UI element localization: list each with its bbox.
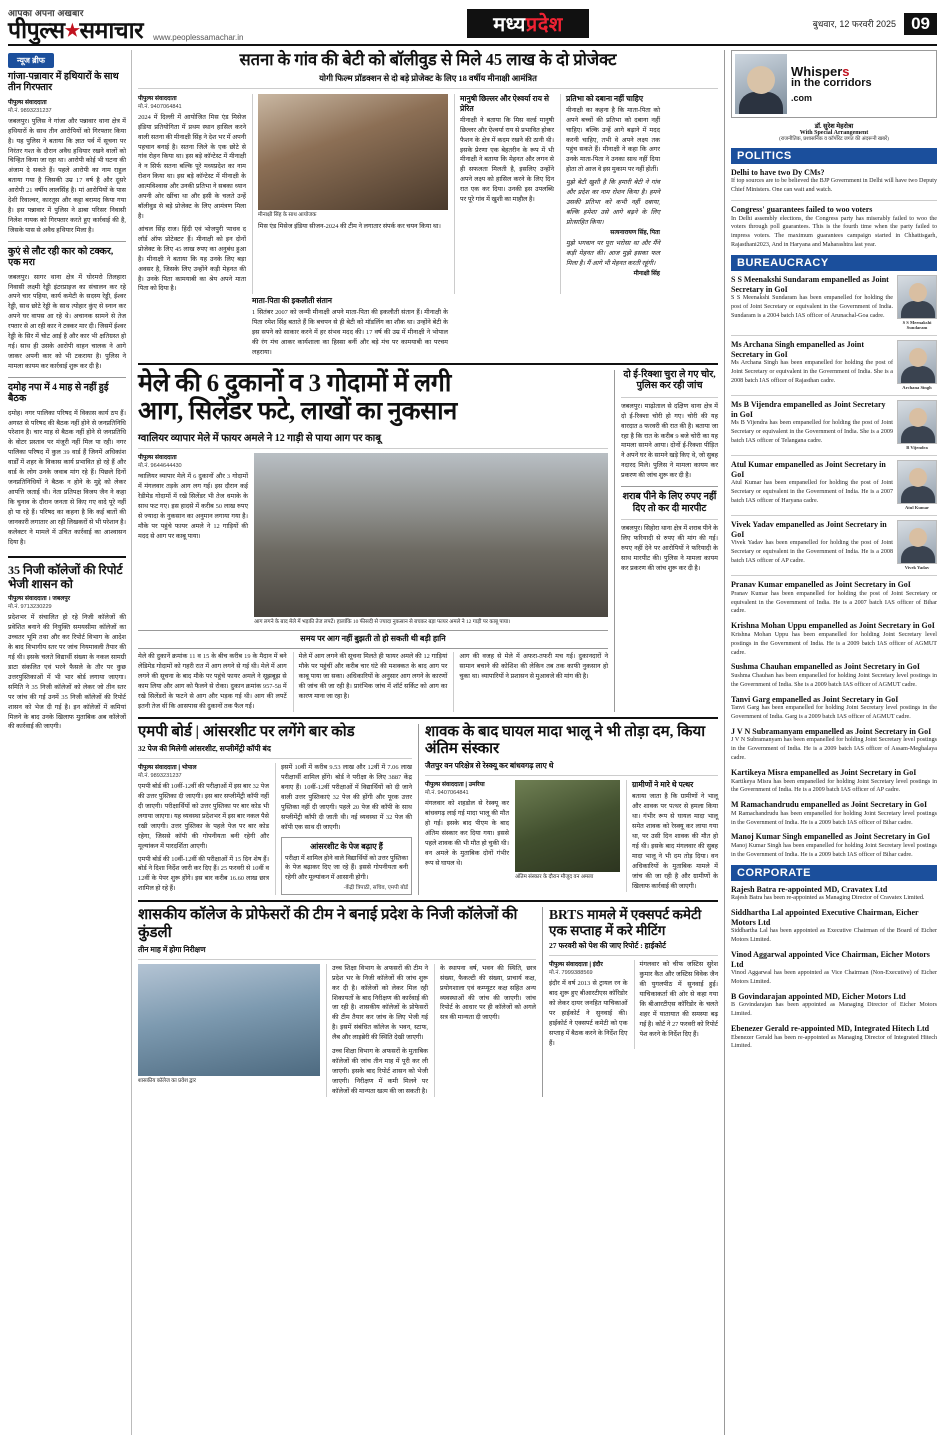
item-text: Sushma Chauhan has been empanelled for holding Joint Secretary level postings in the Government of India. She is a 2009 batch IAS officer of AGMUT cadre.: [731, 672, 937, 688]
item-text: Vinod Aggarwal has been appointed as Vice Chairman (Non-Executive) of Eicher Motors Limited.: [731, 970, 937, 985]
item-headline: Congress' guarantees failed to woo voters: [731, 205, 873, 214]
bear-story: [418, 724, 718, 895]
website-url[interactable]: www.peoplessamachar.in: [153, 32, 244, 42]
lead-quote-2-name: मीनाक्षी सिंह: [633, 270, 660, 277]
mp-board-inset: [281, 837, 412, 896]
mugshot-image: [897, 400, 937, 444]
corporate-item: [731, 908, 937, 945]
liquor-text: जबलपुर। सिहोरा थाना क्षेत्र में शराब पीने के लिए फरियादी से रुपए की मांग की गई। रुपए नहीं देने पर आरोपियों ने फरियादी के साथ मारपीट की। पुलिस ने मामला कायम कर प्रकरण की जांच शुरू कर दी है।: [621, 524, 718, 572]
story-byline: पीपुल्स संवाददाता । जबलपुर: [8, 596, 71, 603]
masthead: [8, 6, 937, 46]
item-headline: S S Meenakshi Sundaram empanelled as Joint Secretary in GoI: [731, 274, 889, 294]
bear-photo-caption: अंतिम संस्कार के दौरान मौजूद वन अमला: [515, 874, 594, 881]
bureaucracy-item: [731, 460, 937, 510]
brief-item: [8, 247, 126, 372]
fire-text-4: आग की वजह से मेले में अफरा-तफरी मच गई। दुकानदारों ने सामान बचाने की कोशिश की लेकिन तब तक काफी नुकसान हो चुका था। व्यापारियों ने प्रशासन से मुआवजे की मांग की है।: [459, 653, 609, 681]
lead-col-4: [560, 94, 660, 295]
fire-story: [138, 370, 608, 712]
bureaucracy-item: [731, 695, 937, 722]
whispers-title-word-2: in the corridors: [791, 77, 872, 90]
lead-subhead: योगी फिल्म प्रॉडक्शन से दो बड़े प्रोजेक्ट के लिए 18 वर्षीय मीनाक्षी आमंत्रित: [319, 73, 537, 83]
corporate-item: [731, 992, 937, 1019]
brief-text: जबलपुर। सागर थाना क्षेत्र में घोरमरो तिलहारा निवासी लक्ष्मी रेड्डी इंटरप्राइज का संचालन कर रहे अपने चार पहिया, कार्य कमेटी के सदस्य रेड्डी, ईश्वर रेड्डी, साथ छोटे रेड्डी के साथ त्योहार कुंए से स्नान कर अपने घर वापस आ रहे थे। अचानक सामने से तेज रफ्तार से आ रही कार ने टक्कर मार दी। जिसमें ईश्वर रेड्डी के सिर में चोट आई है और कार भी क्षतिग्रस्त हो गई। साथ ही उसके आरोपी वाहन चालक ने आगे जाकर अपनी कार को भी टकराया है। पुलिस ने मामला कायम कर कार्रवाई शुरू कर दी है।: [8, 273, 126, 370]
edition-title-wrap: [243, 9, 812, 38]
fire-text-3: मेले में आग लगने की सूचना मिलते ही फायर अमले की 12 गाड़ियां मौके पर पहुंचीं और करीब चार घंटे की मशक्कत के बाद आग पर काबू पाया जा सका। अधिकारियों के अनुसार आग लगने के कारणों की जांच की जा रही है। प्रारंभिक जांच में शॉर्ट सर्किट को आग का कारण माना जा रहा है।: [298, 653, 448, 700]
brief-contact: मो.नं. 9893231237: [8, 107, 52, 114]
officer-photo: [897, 520, 937, 570]
item-headline: B Govindarajan appointed MD, Eicher Motors Ltd: [731, 991, 906, 1001]
bear-headline: शावक के बाद घायल मादा भालू ने भी तोड़ा दम, किया अंतिम संस्कार: [425, 723, 706, 758]
edition-word-1: मध्य: [493, 14, 526, 36]
bureaucracy-item: [731, 727, 937, 763]
college-story: [138, 907, 536, 1096]
brief-item: [8, 383, 126, 548]
college-text-2: उच्च शिक्षा विभाग के अफसरों के मुताबिक कॉलेजों की जांच तीन माह में पूरी कर ली जाएगी। इसके बाद रिपोर्ट शासन को भेजी जाएगी। निरीक्षण में कमी मिलने पर कॉलेजों की मान्यता खत्म की जा सकती है।: [332, 1048, 428, 1095]
whispers-arrangement: With Special Arrangement: [799, 130, 869, 136]
erickshaw-text: जबलपुर। माढ़ोताल से दक्षिण थाना क्षेत्र में दो ई-रिक्शा चोरी हो गए। चोरी की यह वारदात 8 फरवरी की रात की है। बताया जा रहा है कि रात के करीब 9 बजे चोरी का यह मामला सामने आया। दोनों ई-रिक्शा पीड़ित ने अपने घर के सामने खड़े किए थे, जो सुबह नदारद मिले। पुलिस ने मामला कायम कर प्रकरण की जांच शुरू कर दी है।: [621, 402, 718, 480]
section-band-corporate: CORPORATE: [731, 865, 937, 881]
lead-headline: सतना के गांव की बेटी को बॉलीवुड से मिले 45 लाख के दो प्रोजेक्ट: [239, 50, 617, 69]
item-text: In Delhi assembly elections, the Congress party has miserably failed to woo the voters through poll guarantees. This is the fourth time when the party failed to impress voters. The maximum guarantees campaign started in Chhattisgarh, Rajasthani2023, And in Haryana and Maharashtra last year.: [731, 215, 937, 249]
lead-photo: [258, 94, 448, 210]
bureaucracy-item: [731, 400, 937, 450]
brts-byline: पीपुल्स संवाददाता | इंदौर: [549, 962, 603, 969]
mp-board-text-1b: एमपी बोर्ड की 10वीं-12वीं की परीक्षाओं में 15 दिन शेष हैं। बोर्ड ने दिशा निर्देश जारी कर दिए हैं। 25 फरवरी से 10वीं व 12वीं के पेपर शुरू होंगे। इस बार करीब 16.60 लाख छात्र शामिल हो रहे हैं।: [138, 855, 269, 893]
lead-sub-headline-1: मानुषी छिल्लर और ऐश्वर्या राय से प्रेरित: [460, 93, 550, 113]
item-text: Ms Archana Singh has been empanelled for holding the post of Joint Secretary or equivalent in the Government of India. She is a 2008 batch IAS officer of Rajasthan cadre.: [731, 360, 893, 384]
brief-text: दमोह। नगर पालिका परिषद में विकास कार्य ठप हैं। अगस्त से परिषद की बैठक नहीं होने से जनप्रतिनिधि परेशान है। चार माह से बैठक नहीं होने से जनप्रतिधि के वोटर प्रस्ताव पर मंजूरी नहीं मिल पा रही। नगर पालिका परिषद में कुल 39 वार्ड हैं जिनमें अधिकांश वार्डों में शहर के विकास कार्य प्रभावित हो रहे हैं और वार्ड के लोग उनके जवाब मांग रहे हैं। पिछले दिनों जनप्रतिनिधियों ने बैठक न होने के मुद्दे को लेकर आपत्ति जताई थी। नेता प्रतिपक्ष विजय जैन ने कहा कि चुनाव के दौरान जनता से किए गए वादे पूरे नहीं हो पा रहे हैं। परिषद का कहना है कि कई बातों की जानकारी लगातार आ रही लिखकरों से भी परेशान है। कलेक्टर ने मामले में उचित कार्रवाई का आश्वासन दिया है।: [8, 409, 126, 546]
college-subhead: तीन माह में होगा निरीक्षण: [138, 944, 206, 954]
bear-photo: [515, 780, 620, 872]
item-headline: Vinod Aggarwal appointed Vice Chairman, Eicher Motors Ltd: [731, 949, 930, 969]
bureaucracy-item: [731, 340, 937, 390]
mugshot-caption: S S Meenakshi Sundaram: [902, 319, 932, 330]
fire-side-column: [614, 370, 718, 712]
lead-sub-headline-2: प्रतिभा को दबाना नहीं चाहिए: [566, 93, 644, 103]
lead-photo-col: [252, 94, 448, 295]
mugshot-caption: Atul Kumar: [904, 505, 930, 511]
story-contact: मो.नं. 9713230229: [8, 604, 52, 611]
item-text: Kartikeya Misra has been empanelled for holding Joint Secretary level postings in the Government of India. He is a 2009 batch IAS officer of AP cadre.: [731, 778, 937, 794]
brief-byline: पीपुल्स संवाददाता: [8, 99, 47, 106]
logo-tagline: आपका अपना अखबार: [8, 7, 84, 18]
section-band-bureaucracy: BUREAUCRACY: [731, 255, 937, 271]
corporate-item: [731, 885, 937, 903]
brief-headline: दमोह नपा में 4 माह से नहीं हुई बैठक: [8, 382, 109, 405]
item-headline: Ms Archana Singh empanelled as Joint Secretary in GoI: [731, 340, 864, 359]
brts-subhead: 27 फरवरी को पेश की जाए रिपोर्ट : हाईकोर्ट: [549, 941, 666, 951]
bear-text-1: मंगलवार को शहडोल से रेस्क्यू कर बांधवगढ़ लाई गई मादा भालू की मौत हो गई। इसके बाद पीएम के बाद अंतिम संस्कार कर दिया गया। इससे पहले शावक की भी मौत हो चुकी थी। वन अमले के मुताबिक दोनों गंभीर रूप से घायल थे।: [425, 800, 509, 867]
fire-contact: मो.नं. 9644644430: [138, 463, 182, 469]
fire-headline-line-1: मेले की 6 दुकानों व 3 गोदामों में लगी: [138, 370, 452, 397]
erickshaw-story: [621, 370, 718, 481]
item-headline: Tanvi Garg empanelled as Joint Secretary in GoI: [731, 694, 899, 704]
mp-board-contact: मो.नं. 9893231237: [138, 773, 182, 780]
private-colleges-story: [8, 563, 126, 733]
college-headline: शासकीय कॉलेज के प्रोफेसरों की टीम ने बनाई प्रदेश के निजी कॉलेजों की कुंडली: [138, 907, 518, 941]
lead-text-2: 1 सितंबर 2007 को जन्मी मीनाक्षी अपने माता-पिता की इकलौती संतान हैं। मीनाक्षी के पिता रमेश सिंह बताते हैं कि बचपन से ही बेटी को मॉडलिंग का शौक था। उन्होंने बेटी के इस सपने को साकार करने में हर संभव मदद की। 17 वर्ष की उम्र में मीनाक्षी ने भोपाल की रंग मंच आकर कार्यशाला का हिस्सा बनीं और बड़े मंच पर कामयाबी का परचम लहराया।: [252, 309, 448, 357]
item-headline: J V N Subramanyam empanelled as Joint Secretary in GoI: [731, 726, 932, 736]
bear-sub-headline: ग्रामीणों ने मारे थे पत्थर: [632, 780, 694, 790]
main-column: [138, 50, 718, 1435]
lead-body: [138, 94, 718, 295]
item-text: Krishna Mohan Uppu has been empanelled for holding Joint Secretary level postings in the Government of India. He is a 2009 batch IAS officer of AGMUT cadre.: [731, 631, 937, 656]
item-headline: Atul Kumar empanelled as Joint Secretary in GoI: [731, 460, 886, 479]
item-text: B Govindarajan has been appointed as Managing Director of Eicher Motors Limited.: [731, 1002, 937, 1018]
mugshot-caption: B Vijendra: [906, 445, 928, 451]
item-headline: M Ramachandrudu empanelled as Joint Secretary in GoI: [731, 800, 928, 810]
mugshot-caption: Archana Singh: [902, 385, 932, 390]
brief-item: [8, 72, 126, 236]
politics-item: [731, 168, 937, 195]
mugshot-caption: Vivek Yadav: [904, 565, 930, 571]
fire-byline: पीपुल्स संवाददाता: [138, 455, 177, 461]
lead-quote-1: मुझे बेटी खुशी है कि हमारी बेटी ने गांव और प्रदेश का नाम रोशन किया है। हमने उसकी प्रतिभा को कभी नहीं दबाया, बल्कि हमेशा उसे आगे बढ़ने के लिए प्रोत्साहित किया।: [566, 179, 660, 226]
fire-text-1: ग्वालियर व्यापार मेले में 6 दुकानों और 3 गोदामों में मंगलवार तड़के आग लग गई। इस दौरान कई रेडीमेड गोदामों में रखे सिलेंडर भी तेज धमाके के साथ फट गए। इस हादसे में करीब 50 लाख रुपए से ज्यादा के नुकसान का अनुमान लगाया गया है। मौके पर पहुंचे फायर अमले ने 12 गाड़ियों की मदद से आग पर काबू पाया।: [138, 473, 248, 540]
item-headline: Delhi to have two Dy CMs?: [731, 167, 825, 177]
officer-photo: [897, 275, 937, 330]
fire-text-2: मेले की दुकानें क्रमांक 11 व 15 के बीच करीब 19 के मैदान में बने लेडिमेड गोदामों को गहरी रात में आग लगने से गई थी। मेले में आग लगने की सूचना के बाद मौके पर पहुंचे फायर अमले ने सूझबूझ से काम लिया और आग को फैलने से रोका। दुकान क्रमांक 957-58 में रखे सिलेंडरों के फटने से आग और भड़क गई थी। आग की लपटें इतनी तेज थीं कि आसपास की दुकानों तक फैल गईं।: [138, 653, 287, 710]
lead-byline: पीपुल्स संवाददाता: [138, 95, 177, 102]
lead-photo-caption: मीनाक्षी सिंह के साथ आयोजक: [258, 211, 317, 218]
bureaucracy-item: [731, 768, 937, 795]
mp-board-inset-title: आंसरशीट के पेज बढ़ाए हैं: [310, 841, 383, 851]
brts-text-1: इंदौर में वर्ष 2013 से ट्रायल रन के बाद शुरू हुए बीआरटीएस कॉरिडोर को लेकर दायर जनहित याचिकाओं पर हाईकोर्ट ने सुनवाई की। हाईकोर्ट ने एक्सपर्ट कमेटी को एक सप्ताह में बैठक करने के निर्देश दिए हैं।: [549, 980, 628, 1047]
logo-word-2: समाचार: [79, 17, 144, 43]
lead-text-4: मीनाक्षी का कहना है कि माता-पिता को अपने बच्चों की प्रतिभा को दबाना नहीं चाहिए। बल्कि उन्हें आगे बढ़ाने में मदद करनी चाहिए, तभी वे अपने लक्ष्य तक पहुंच सकते हैं। मीनाक्षी ने कहा कि अगर उनके माता-पिता ने उनका साथ नहीं दिया होता तो आज वे इस मुकाम पर नहीं होतीं।: [566, 106, 660, 174]
lead-text-2x: मिस एंड मिसेज इंडिया सीजन-2024 की टीम ने लगातार संपर्क कर चयन किया था।: [258, 223, 441, 231]
lead-text-1: 2024 में दिल्ली में आयोजित मिस एंड मिसेज इंडिया प्रतियोगिता में प्रथम स्थान हासिल करने वाली सतना की मीनाक्षी सिंह ने देश भर में अपनी पहचान बनाई है। सतना जिले के एक छोटे से गांव रोहन किया था। इस बड़े कॉन्टेस्ट में मीनाक्षी ने न सिर्फ सतना बल्कि पूरे मध्यप्रदेश का नाम रोशन किया था। इस बड़े कॉन्टेस्ट में मीनाक्षी के आत्मविश्वास और उनकी प्रतिभा ने सबका ध्यान अपनी ओर खींचा था और इसी के चलते उन्हें बॉलीवुड से बड़े प्रोजेक्ट के लिए आमंत्रण मिला है।: [138, 113, 246, 221]
whispers-title-s: s: [842, 63, 850, 79]
liquor-story: [621, 492, 718, 573]
mugshot-image: [897, 520, 937, 564]
whispers-title-domain: .com: [791, 92, 813, 103]
erickshaw-headline: दो ई-रिक्शा चुरा ले गए चोर, पुलिस कर रही जांच: [623, 370, 716, 392]
lead-story: [138, 50, 718, 358]
item-text: Ms B Vijendra has been empanelled for holding the post of Joint Secretary or equivalent in the Government of India. She is a 2009 batch IAS officer of Telangana cadre.: [731, 420, 893, 444]
item-headline: Siddhartha Lal appointed Executive Chairman, Eicher Motors Ltd: [731, 908, 919, 927]
item-text: Siddhartha Lal has been appointed as Executive Chairman of the Board of Eicher Motors Limited.: [731, 928, 937, 944]
lead-quote-1-name: सत्यनारायण सिंह, पिता: [610, 229, 660, 236]
officer-photo: [897, 460, 937, 510]
lead-col-3: [454, 94, 554, 295]
author-portrait: [735, 54, 787, 114]
whispers-author: डॉ. सुरेश मेहरोत्रा: [814, 123, 854, 130]
bottom-block: [138, 907, 718, 1096]
fire-headline-line-2: आग, सिलेंडर फटे, लाखों का नुकसान: [138, 398, 457, 425]
college-text-1: उच्च शिक्षा विभाग के अफसरों की टीम ने प्रदेश भर के निजी कॉलेजों की जांच शुरू कर दी है। कॉलेजों को लेकर मिल रही शिकायतों के बाद निरीक्षण की कार्रवाई की जा रही है। शासकीय कॉलेजों के प्रोफेसरों की टीम तैयार कर जांच के लिए भेजी गई है। इसमें संबंधित कॉलेज के भवन, स्टाफ, लैब और लाइब्रेरी की स्थिति देखी जाएगी।: [332, 964, 428, 1042]
fire-photo: [254, 453, 608, 617]
bear-byline: पीपुल्स संवाददाता | उमरिया: [425, 782, 485, 789]
item-headline: Rajesh Batra re-appointed MD, Cravatex Ltd: [731, 884, 888, 894]
publication-date: बुधवार, 12 फरवरी 2025: [812, 19, 897, 29]
item-headline: Manoj Kumar Singh empanelled as Joint Secretary in GoI: [731, 832, 931, 842]
logo-star-icon: ★: [64, 20, 80, 40]
right-column: [724, 50, 937, 1435]
item-text: Ebenezer Gerald has been re-appointed as Managing Director of Integrated Hitech Limited.: [731, 1034, 937, 1050]
mp-board-story: [138, 724, 412, 895]
bureaucracy-item: [731, 520, 937, 570]
mp-board-inset-text: परीक्षा में शामिल होने वाले विद्यार्थियों को उत्तर पुस्तिका के पेज बढ़ाकर दिए जा रहे हैं। इससे गोपनीयता बनी रहेगी और मूल्यांकन में आसानी होगी।: [285, 854, 408, 882]
mp-board-subhead: 32 पेज की मिलेगी आंसरशीट, सप्लीमेंट्री कॉपी बंद: [138, 744, 271, 754]
mp-board-byline: पीपुल्स संवाददाता | भोपाल: [138, 765, 197, 772]
mp-board-text-2: इसमें 10वीं में करीब 9.53 लाख और 12वीं में 7.06 लाख परीक्षार्थी शामिल होंगे। बोर्ड ने परीक्षा के लिए 3887 केंद्र बनाए हैं। 10वीं-12वीं परीक्षाओं में विद्यार्थियों को दी जाने वाली उत्तर पुस्तिकाएं 32 पेज की होंगी और पूरक उत्तर पुस्तिका नहीं दी जाएगी। पहले 20 पेज की कॉपी के साथ सप्लीमेंट्री कॉपी दी जाती थी। नई व्यवस्था में 32 पेज की कॉपी एक साथ दी जाएगी।: [281, 764, 412, 831]
fire-photo-col: [254, 453, 608, 626]
edition-title: [467, 9, 589, 38]
whispers-masthead: [731, 50, 937, 118]
lead-col-1: [138, 94, 246, 295]
mp-board-headline: एमपी बोर्ड | आंसरशीट पर लगेंगे बार कोड: [138, 723, 355, 740]
whispers-title-word-1: Whisper: [791, 63, 843, 79]
item-headline: Ebenezer Gerald re-appointed MD, Integrated Hitech Ltd: [731, 1024, 930, 1034]
brts-text-2: मंगलवार को चीफ जस्टिस सुरेश कुमार कैत और जस्टिस विवेक जैन की युगलपीठ में सुनवाई हुई। याचिकाकर्ता की ओर से कहा गया कि बीआरटीएस कॉरिडोर के चलते शहर में यातायात की समस्या बढ़ गई है। कोर्ट ने 27 फरवरी को रिपोर्ट पेश करने के निर्देश दिए हैं।: [639, 961, 718, 1038]
bear-contact: मो.नं. 9407064841: [425, 790, 469, 797]
mugshot-image: [897, 275, 937, 319]
page-grid: [8, 50, 937, 1435]
item-headline: Krishna Mohan Uppu empanelled as Joint Secretary in GoI: [731, 621, 935, 631]
mugshot-image: [897, 460, 937, 504]
item-text: S S Meenakshi Sundaram has been empanelled for holding the post of Joint Secretary or equivalent in the Government of India. Sundaram is a 2004 batch IAS officer of Arunachal-Goa cadre.: [731, 295, 893, 319]
item-headline: Vivek Yadav empanelled as Joint Secretary in GoI: [731, 520, 887, 539]
whispers-title: [791, 65, 933, 104]
left-column: [8, 50, 132, 1435]
masthead-right: [813, 13, 937, 35]
section-band-politics: POLITICS: [731, 148, 937, 164]
story-text: प्रदेशभर में संचालित हो रहे निजी कॉलेजों की प्रवेशित बनाने की नियुक्ति समयसीमा कॉलेजों का उच्चतर भूमि तथा और कर रिपोर्ट विभाग के आदेश के बाद विभागीय स्तर पर जांच नियमावली तैयार की गई थी। इसके चलते विद्यार्थी संख्या के नकल सामग्री डाटा संकलित एवं भरने फैसले के तौर पर कुछ उत्तरपुस्तिकाओं में भी भार बोर्ड लगाया जाएगा। समिति ने 35 निजी कॉलेजों को लेकर जो तीन स्तर पर जांच की गई उनमें 35 निजी कॉलेजों की रिपोर्ट शासन को भेज दी गई है। इन कॉलेजों में कमियां मिलने के बाद उनके खिलाफ मुताबिक अब कॉलेजों की कार्रवाई की जाएगी।: [8, 614, 126, 731]
item-headline: Kartikeya Misra empanelled as Joint Secretary in GoI: [731, 767, 917, 777]
logo-word-1: पीपुल्स: [8, 17, 65, 43]
item-headline: Sushma Chauhan empanelled as Joint Secretary in GoI: [731, 662, 920, 672]
liquor-headline: शराब पीने के लिए रुपए नहीं दिए तो कर दी मारपीट: [622, 492, 717, 514]
story-headline: 35 निजी कॉलेजों की रिपोर्ट भेजी शासन को: [8, 562, 123, 591]
item-text: M Ramachandrudu has been empanelled for holding Joint Secretary level postings in the Government of India. He is a 2009 batch IAS officer of Bihar cadre.: [731, 810, 937, 826]
fire-story-block: [138, 370, 718, 712]
item-headline: Pranav Kumar empanelled as Joint Secretary in GoI: [731, 580, 911, 590]
lead-text-3: मीनाक्षी ने बताया कि मिस वर्ल्ड मानुषी छिल्लर और ऐश्वर्या राय से प्रभावित होकर फैशन के क्षेत्र में कदम रखने की ठानी थी। इसके प्रेरणा एक बेहतरीन के रूप में भी मीनाक्षी ने बताया कि मेहनत और लगन से ही सफलता मिलती है, इसलिए उन्होंने अपने लक्ष्य को हासिल करने के लिए दिन रात एक कर दिया। उनकी इस उपलब्धि पर पूरे गांव में खुशी का माहौल है।: [460, 116, 554, 204]
bureaucracy-item: [731, 275, 937, 330]
bureaucracy-item: [731, 800, 937, 827]
brts-story: [542, 907, 718, 1096]
fire-body-bottom: [138, 652, 608, 712]
brief-text: जबलपुर। पुलिस ने गांजा और पन्नावार थाना क्षेत्र में हथियारों के साथ तीन आरोपियों को गिरफ्तार किया है। यह पुलिस ने बताया कि ज्ञात पर्व में सूचना पर निरंतर गश्त के दौरान अवैध हथियार रखने वालों को चिन्हित किया जा रहा था। आरोपी कोई भी घटना की अंजाम दे सकते हैं। पहले आरोपी का नाम राहुल बताया गया है जिसकी उम्र 17 वर्ष है और दूसरे आरोपी 21 वर्षीय लालसिंह है। मां आरोपियों के पास देशी रिवाल्वर, कारतूस और कट्टा बरामद किया गया है। इस पन्नावार में पुलिस ने ढाबा परिसर निवासी निलेश नायक को गिरफ्तार करते हुए कार्रवाई की है, जिसके पास से अवैध हथियार मिला है।: [8, 117, 126, 234]
brief-headline: गांजा-पन्नावार में हथियारों के साथ तीन गिरफ्तार: [8, 72, 119, 94]
officer-photo: [897, 400, 937, 450]
news-brief-badge: न्यूज ब्रीफ: [8, 53, 54, 68]
lead-text-1b: आंचल सिंह राज। हिंदी एवं भोजपुरी 'माधव द लॉर्ड ऑफ प्रोटेक्टर' हैं। मीनाक्षी को इन दोनों प्रोजेक्ट के लिए 45 लाख रुपए का अनुबंध हुआ है। मीनाक्षी ने बताया कि यह उनके लिए बड़ा अवसर है, जिसके लिए उन्होंने कड़ी मेहनत की है। उनके पिता कामयाबी का श्रेय अपने माता पिता को दिया है।: [138, 225, 246, 293]
bureaucracy-item: [731, 621, 937, 657]
bear-subhead: जैतपुर वन परिक्षेत्र से रेस्क्यू कर बांधवगढ़ लाए थे: [425, 761, 554, 771]
officer-photo: [897, 340, 937, 390]
lead-quote-2: मुझे भगवान पर पूरा भरोसा था और मैंने कड़ी मेहनत की। आज मुझे इसका फल मिला है। मैं आगे भी मेहनत करती रहूंगी।: [566, 239, 660, 267]
college-photo-caption: शासकीय कॉलेज का प्रवेश द्वार: [138, 1077, 196, 1084]
page-number: 09: [904, 13, 937, 35]
bureaucracy-item: [731, 580, 937, 616]
fire-body-top: [138, 453, 608, 626]
item-text: Pranav Kumar has been empanelled for holding the post of Joint Secretary or equivalent in the Government of India. He is a 2007 batch IAS officer of Bihar cadre.: [731, 590, 937, 615]
fire-photo-caption: आग लगने के बाद मेले में भड़की तेज लपटें। हालांकि 10 फीसदी से ज्यादा नुकसान से बचकर बड़ा फायर अमले ने 12 गाड़ी पर काबू पाया।: [254, 619, 511, 625]
item-text: If top sources are to be believed the BJP Government in Delhi will have two Deputy Chief Ministers. One can wait and watch.: [731, 178, 937, 194]
lead-contact: मो.नं. 9407064841: [138, 103, 182, 110]
item-text: Manoj Kumar Singh has been empanelled for holding Joint Secretary level postings in the Government of India. He is a 2009 batch IAS officer of Bihar cadre.: [731, 843, 937, 858]
item-headline: Ms B Vijendra empanelled as Joint Secretary in GoI: [731, 400, 886, 419]
college-photo: [138, 964, 320, 1076]
corporate-item: [731, 950, 937, 987]
middle-lower-block: [138, 724, 718, 895]
newspaper-logo: [8, 6, 143, 42]
whispers-note: (राजनीतिक, प्रशासनिक व कॉर्पोरेट जगत की अंदरूनी खबरें): [779, 136, 889, 142]
brts-contact: मो.नं. 7999388569: [549, 970, 593, 977]
mugshot-image: [897, 340, 937, 384]
mp-board-inset-sign: -केंद्री त्रिपाठी, सचिव, एमपी बोर्ड: [343, 885, 408, 892]
brief-headline: कुएं से लौट रही कार को टक्कर, एक मरा: [8, 246, 114, 269]
bear-text-2: बताया जाता है कि ग्रामीणों ने भालू और शावक पर पत्थर से हमला किया था। गंभीर रूप से घायल मादा भालू समेत शावक को रेस्क्यू कर लाया गया था, पर उसी दिन शावक की मौत हो गई थी। इसके बाद मंगलवार की सुबह मादा भालू ने भी दम तोड़ दिया। वन अधिकारियों के मुताबिक मामले में जांच की जा रही है और ग्रामीणों के खिलाफ कार्रवाई की जाएगी।: [632, 793, 718, 890]
politics-item: [731, 205, 937, 250]
item-text: Tanvi Garg has been empanelled for holding Joint Secretary level postings in the Government of India. Garg is a 2009 batch IAS officer of AGMUT cadre.: [731, 705, 937, 721]
corporate-item: [731, 1024, 937, 1051]
fire-subhead: ग्वालियर व्यापार मेले में फायर अमले ने 12 गाड़ी से पाया आग पर काबू: [138, 433, 381, 444]
bureaucracy-item: [731, 832, 937, 859]
bureaucracy-item: [731, 662, 937, 689]
item-text: Vivek Yadav has been empanelled for holding the post of Joint Secretary or equivalent in the Government of India. He is a 2008 batch IAS officer of AP cadre.: [731, 540, 893, 564]
lead-sub-headline-3: माता-पिता की इकलौती संतान: [252, 296, 333, 306]
mp-board-text-1: एमपी बोर्ड की 10वीं-12वीं की परीक्षाओं में इस बार 32 पेज की उत्तर पुस्तिका दी जाएगी। इस बार सप्लीमेंट्री कॉपी नहीं दी जाएगी। परीक्षार्थियों को उत्तर पुस्तिका पर बार कोड भी लगाया जाएगा। यह व्यवस्था प्रदेशभर में इस बार नकल पैसे रखी जाएगी। उत्तर पुस्तिका के पहले पेज पर बार कोड रहेगा, जिससे कॉपी की गोपनीयता बनी रहेगी और मूल्यांकन में पारदर्शिता आएगी।: [138, 783, 269, 850]
item-text: J V N Subramanyam has been empanelled for holding Joint Secretary level postings in the Government of India. He is a 2009 batch IAS officer of Assam-Meghalaya cadre.: [731, 737, 937, 762]
edition-word-2: प्रदेश: [525, 14, 563, 36]
logo-title: [8, 19, 143, 42]
item-text: Rajesh Batra has been re-appointed as Managing Director of Cravatex Limited.: [731, 895, 925, 902]
brts-headline: BRTS मामले में एक्सपर्ट कमेटी एक सप्ताह में करे मीटिंग: [549, 907, 702, 938]
item-text: Atul Kumar has been empanelled for holding the post of Joint Secretary or equivalent in the Government of India. He is a 2007 batch IAS officer of Haryana cadre.: [731, 480, 893, 504]
college-text-3: के स्थापना वर्ष, भवन की स्थिति, छात्र संख्या, फैकल्टी की संख्या, प्राचार्य कक्ष, प्रयोगशाला एवं कम्प्यूटर कक्ष सहित अन्य व्यवस्थाओं की जांच की जाएगी। जांच रिपोर्ट के आधार पर ही कॉलेजों को अगले सत्र की मान्यता दी जाएगी।: [440, 964, 536, 1022]
fire-inset-title: समय पर आग नहीं बुझती तो हो सकती थी बड़ी हानि: [300, 634, 446, 644]
